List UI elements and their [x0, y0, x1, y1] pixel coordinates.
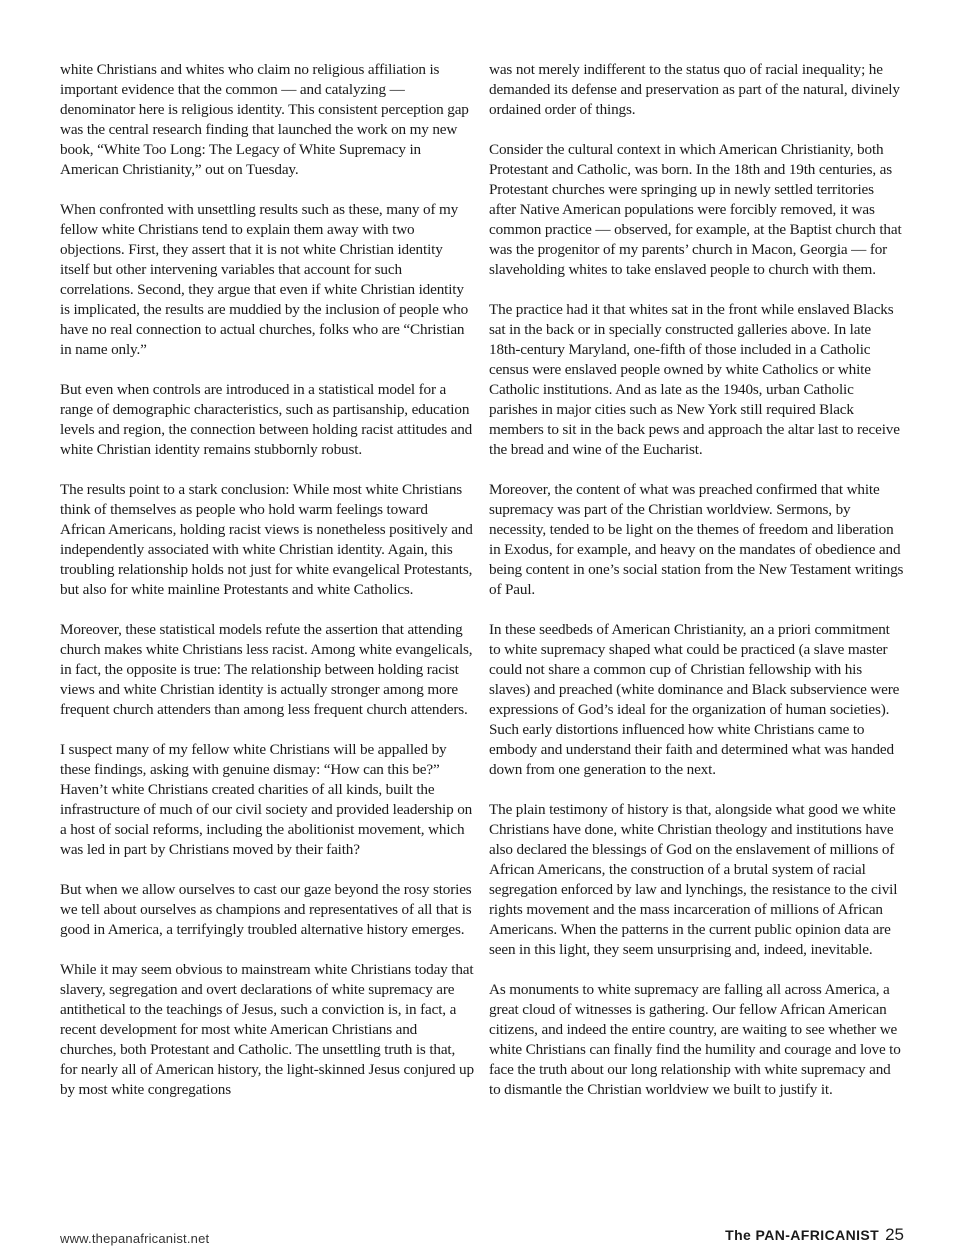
paragraph: But when we allow ourselves to cast our gaze beyond the rosy stories we tell about ourselves as champions and representatives of all that is good in America, a terrifyingly troubled alternative history emerges. [60, 881, 472, 938]
paragraph: But even when controls are introduced in a statistical model for a range of demographic characteristics, such as partisanship, education levels and region, the connection between holding racist attitudes and white Christian identity remains stubbornly robust. [60, 381, 473, 458]
paragraph: white Christians and whites who claim no religious affiliation is important evidence that the common — and catalyzing — denominator here is religious identity. This consistent perception gap was the central research finding that launched the work on my new book, “White Too Long: The Legacy of White Supremacy in American Christianity,” out on Tuesday. [60, 61, 469, 178]
article-column-right [489, 60, 904, 1100]
paragraph: I suspect many of my fellow white Christians will be appalled by these findings, asking with genuine dismay: “How can this be?” Haven’t white Christians created charities of all kinds, built the infrastructure of much of our civil society and provided leadership on a host of social reforms, including the abolitionist movement, which was led in part by Christians moved by their faith? [60, 741, 473, 858]
magazine-name: The PAN-AFRICANIST [725, 1227, 880, 1243]
paragraph: In these seedbeds of American Christianity, an a priori commitment to white supremacy shaped what could be practiced (a slave master could not share a common cup of Christian fellowship with his slaves) and preached (white dominance and Black subservience were expressions of God’s ideal for the organization of human societies). Such early distortions influenced how white Christians came to embody and understand their faith and determined what was handed down from one generation to the next. [489, 621, 900, 778]
paragraph: While it may seem obvious to mainstream white Christians today that slavery, segregation and overt declarations of white supremacy are antithetical to the teachings of Jesus, such a conviction is, in fact, a recent development for most white American Christians and churches, both Protestant and Catholic. The unsettling truth is that, for nearly all of American history, the light-skinned Jesus conjured up by most white congregations [60, 961, 474, 1098]
paragraph: The results point to a stark conclusion: While most white Christians think of themselves as people who hold warm feelings toward African Americans, holding racist views is nonetheless positively and independently associated with white Christian identity. Again, this troubling relationship holds not just for white evangelical Protestants, but also for white mainline Protestants and white Catholics. [60, 481, 473, 598]
paragraph: Moreover, the content of what was preached confirmed that white supremacy was part of the Christian worldview. Sermons, by necessity, tended to be light on the themes of freedom and liberation in Exodus, for example, and heavy on the mandates of obedience and being content in one’s social station from the New Testament writings of Paul. [489, 481, 904, 598]
website-url: www.thepanafricanist.net [60, 1231, 210, 1246]
paragraph: When confronted with unsettling results such as these, many of my fellow white Christians tend to explain them away with two objections. First, they assert that it is not white Christian identity itself but other intervening variables that account for such correlations. Second, they argue that even if white Christian identity is implicated, the results are muddied by the inclusion of people who have no real connection to actual churches, folks who are “Christian in name only.” [60, 201, 469, 358]
paragraph: The plain testimony of history is that, alongside what good we white Christians have done, white Christian theology and institutions have also declared the blessings of God on the enslavement of millions of African Americans, the construction of a brutal system of racial segregation enforced by law and lynchings, the resistance to the civil rights movement and the mass incarceration of millions of African Americans. When the patterns in the current public opinion data are seen in this light, they seem unsurprising and, indeed, inevitable. [489, 801, 898, 958]
page-number: 25 [885, 1225, 904, 1244]
page-footer [0, 1224, 960, 1254]
paragraph: As monuments to white supremacy are falling all across America, a great cloud of witnesses is gathering. Our fellow African American citizens, and indeed the entire country, are waiting to see whether we white Christians can finally find the humility and courage and love to face the truth about our long relationship with white supremacy and to dismantle the Christian worldview we built to justify it. [489, 981, 901, 1098]
magazine-folio [725, 1225, 904, 1245]
article-column-left [60, 60, 475, 1100]
paragraph: Consider the cultural context in which American Christianity, both Protestant and Catholic, was born. In the 18th and 19th centuries, as Protestant churches were springing up in newly settled territories after Native American populations were forcibly removed, it was common practice — observed, for example, at the Baptist church that was the progenitor of my parents’ church in Macon, Georgia — for slaveholding whites to take enslaved people to church with them. [489, 141, 902, 278]
paragraph: The practice had it that whites sat in the front while enslaved Blacks sat in the back or in specially constructed galleries above. In late 18th-century Maryland, one-fifth of those included in a Catholic census were enslaved people owned by white Catholics or white Catholic institutions. And as late as the 1940s, urban Catholic parishes in major cities such as New York still required Black members to sit in the back pews and approach the altar last to receive the bread and wine of the Eucharist. [489, 301, 900, 458]
paragraph: Moreover, these statistical models refute the assertion that attending church makes white Christians less racist. Among white evangelicals, in fact, the opposite is true: The relationship between holding racist views and white Christian identity is actually stronger among more frequent church attenders than among less frequent church attenders. [60, 621, 473, 718]
paragraph: was not merely indifferent to the status quo of racial inequality; he demanded its defense and preservation as part of the natural, divinely ordained order of things. [489, 61, 900, 118]
